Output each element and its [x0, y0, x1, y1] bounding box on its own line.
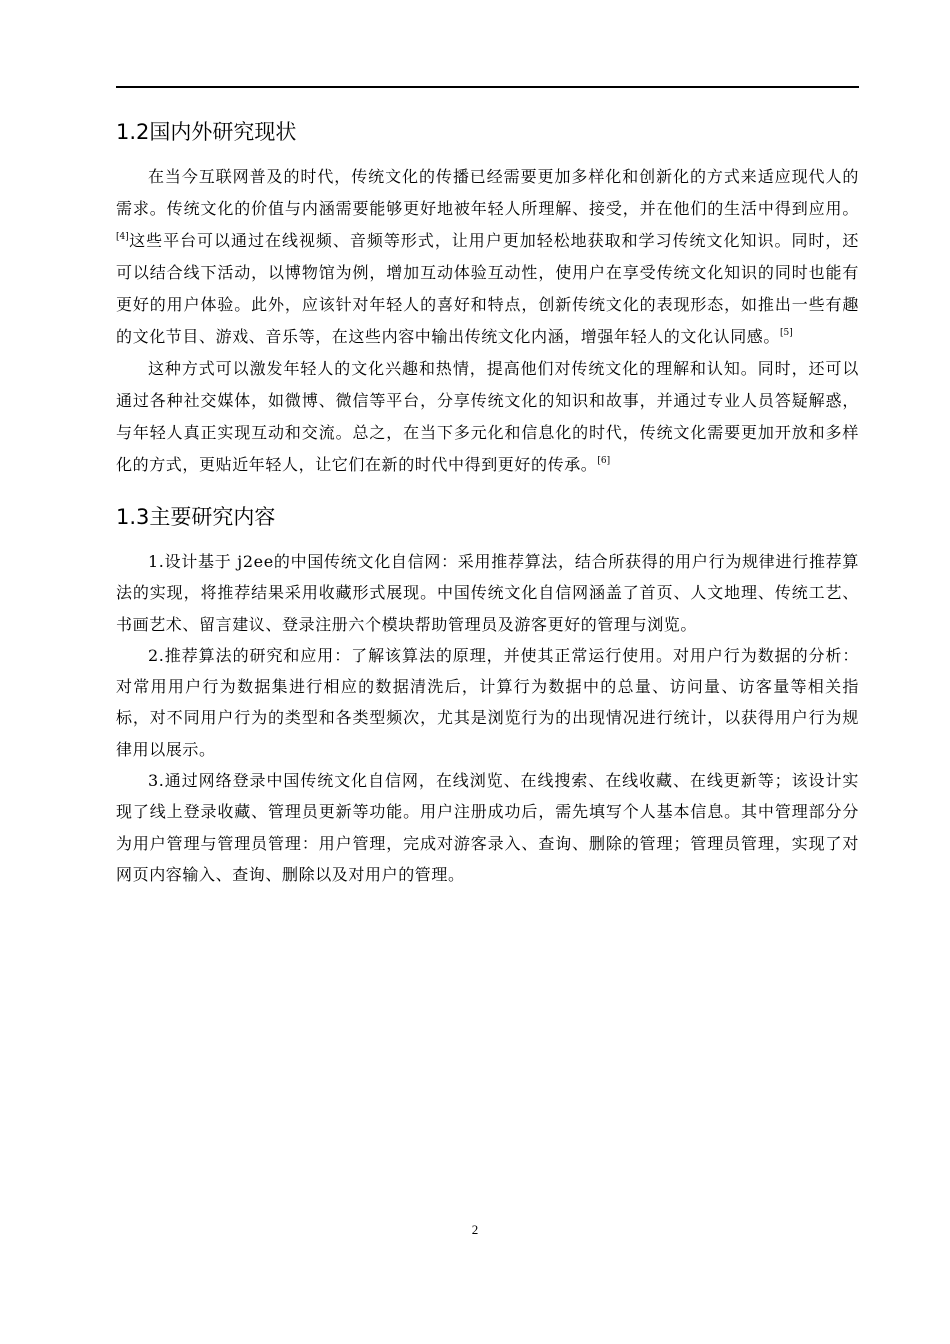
paragraph: 1.设计基于 j2ee的中国传统文化自信网：采用推荐算法，结合所获得的用户行为规律进行推荐算法的实现，将推荐结果采用收藏形式展现。中国传统文化自信网涵盖了首页、人文地理、传统工艺、书画艺术、留言建议、登录注册六个模块帮助管理员及游客更好的管理与浏览。 — [116, 552, 859, 634]
paragraph — [116, 161, 859, 353]
paragraph: 2.推荐算法的研究和应用：了解该算法的原理，并使其正常运行使用。对用户行为数据的分析：对常用用户行为数据集进行相应的数据清洗后，计算行为数据中的总量、访问量、访客量等相关指标，对不同用户行为的类型和各类型频次，尤其是浏览行为的出现情况进行统计，以获得用户行为规律用以展示。 — [116, 645, 859, 759]
paragraph — [116, 353, 859, 481]
paragraph-text: 在当今互联网普及的时代，传统文化的传播已经需要更加多样化和创新化的方式来适应现代人的需求。传统文化的价值与内涵需要能够更好地被年轻人所理解、接受，并在他们的生活中得到应用。 — [116, 167, 859, 218]
paragraph: 3.通过网络登录中国传统文化自信网，在线浏览、在线搜索、在线收藏、在线更新等；该设计实现了线上登录收藏、管理员更新等功能。用户注册成功后，需先填写个人基本信息。其中管理部分分为用户管理与管理员管理：用户管理，完成对游客录入、查询、删除的管理；管理员管理，实现了对网页内容输入、查询、删除以及对用户的管理。 — [116, 771, 859, 884]
header-rule — [116, 86, 859, 88]
citation-ref: [5] — [780, 328, 793, 338]
paragraph-text: 这种方式可以激发年轻人的文化兴趣和热情，提高他们对传统文化的理解和认知。同时，还可以通过各种社交媒体，如微博、微信等平台，分享传统文化的知识和故事，并通过专业人员答疑解惑，与年轻人真正实现互动和交流。总之，在当下多元化和信息化的时代，传统文化需要更加开放和多样化的方式，更贴近年轻人，让它们在新的时代中得到更好的传承。 — [116, 359, 859, 474]
citation-ref: [4] — [116, 232, 129, 242]
citation-ref: [6] — [597, 456, 611, 466]
section-1-2 — [116, 112, 859, 481]
paragraph-text: 这些平台可以通过在线视频、音频等形式，让用户更加轻松地获取和学习传统文化知识。同时，还可以结合线下活动，以博物馆为例，增加互动体验互动性，使用户在享受传统文化知识的同时也能有更好的用户体验。此外，应该针对年轻人的喜好和特点，创新传统文化的表现形态，如推出一些有趣的文化节目、游戏、音乐等，在这些内容中输出传统文化内涵，增强年轻人的文化认同感。 — [116, 231, 859, 346]
section-heading-1-2: 1.2国内外研究现状 — [116, 120, 297, 144]
section-1-3 — [116, 497, 859, 890]
page-number: 2 — [471, 1222, 479, 1237]
section-heading-1-3: 1.3主要研究内容 — [116, 505, 276, 529]
page-content — [116, 112, 859, 890]
